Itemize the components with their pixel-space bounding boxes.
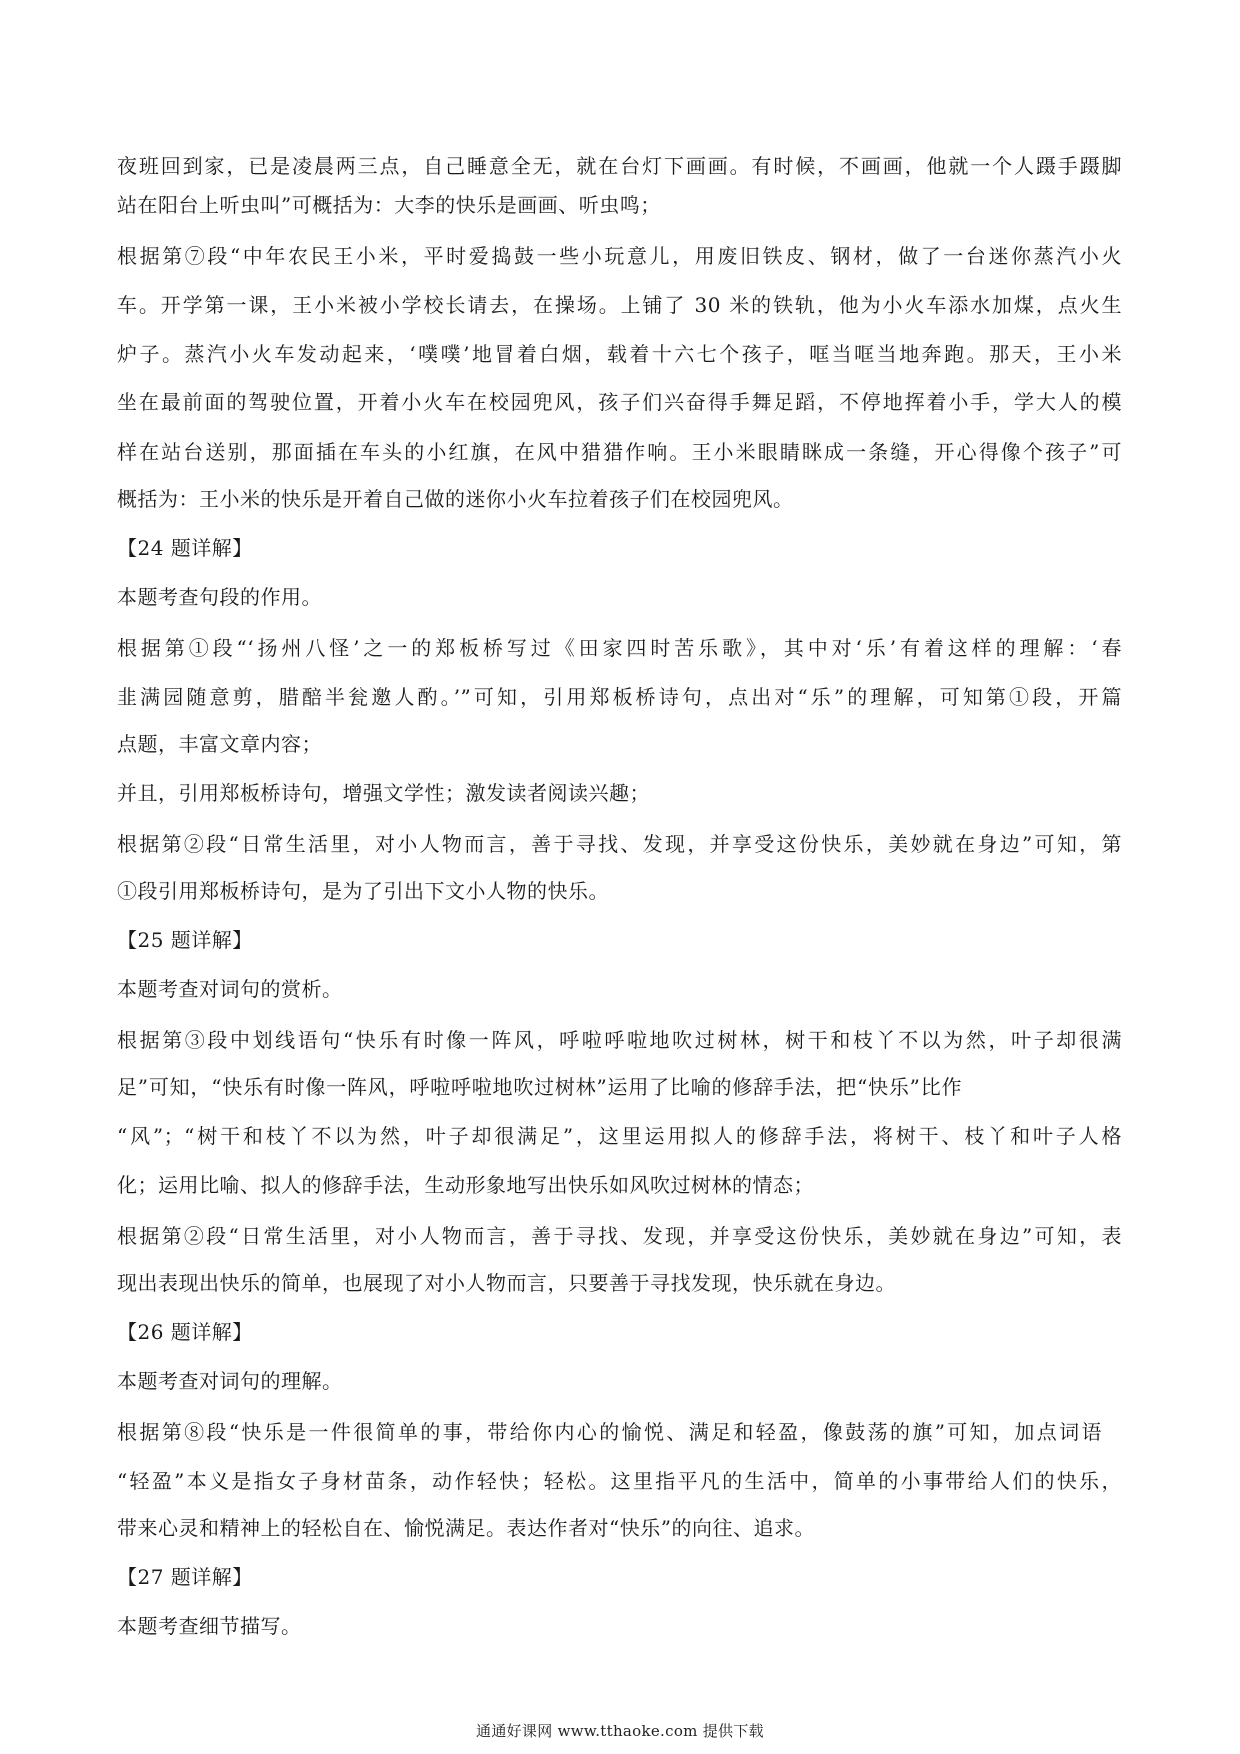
paragraph-line: 点题，丰富文章内容；	[117, 732, 322, 756]
paragraph-line: ①段引用郑板桥诗句，是为了引出下文小人物的快乐。	[117, 879, 609, 903]
paragraph-line: 足”可知，“快乐有时像一阵风，呼啦呼啦地吹过树林”运用了比喻的修辞手法，把“快乐”比作	[117, 1076, 962, 1098]
paragraph-line: 样在站台送别，那面插在车头的小红旗，在风中猎猎作响。王小米眼睛眯成一条缝，开心得像个孩子”可	[117, 441, 1122, 463]
paragraph-line: 本题考查对词句的理解。	[117, 1369, 343, 1393]
paragraph-line: 站在阳台上听虫叫”可概括为：大李的快乐是画画、听虫鸣；	[117, 193, 661, 217]
paragraph-line: 根据第②段“日常生活里，对小人物而言，善于寻找、发现，并享受这份快乐，美妙就在身边”可知，表	[117, 1225, 1122, 1247]
paragraph-line: 车。开学第一课，王小米被小学校长请去，在操场。上铺了 30 米的铁轨，他为小火车添水加煤，点火生	[117, 294, 1122, 316]
page-footer: 通通好课网 www.tthaoke.com 提供下载	[476, 1722, 764, 1740]
paragraph-line: 炉子。蒸汽小火车发动起来，‘噗噗’地冒着白烟，载着十六七个孩子，哐当哐当地奔跑。那天，王小米	[117, 343, 1122, 365]
paragraph-line: 夜班回到家，已是凌晨两三点，自己睡意全无，就在台灯下画画。有时候，不画画，他就一个人蹑手蹑脚	[117, 155, 1122, 177]
paragraph-line: 本题考查细节描写。	[117, 1614, 302, 1638]
paragraph-line: 带来心灵和精神上的轻松自在、愉悦满足。表达作者对“快乐”的向往、追求。	[117, 1516, 815, 1540]
paragraph-line: 坐在最前面的驾驶位置，开着小火车在校园兜风，孩子们兴奋得手舞足蹈，不停地挥着小手，学大人的模	[117, 391, 1122, 413]
paragraph-line: 并且，引用郑板桥诗句，增强文学性；激发读者阅读兴趣；	[117, 781, 650, 805]
paragraph-line: 本题考查对词句的赏析。	[117, 977, 343, 1001]
paragraph-line: 根据第⑦段“中年农民王小米，平时爱捣鼓一些小玩意儿，用废旧铁皮、钢材，做了一台迷你蒸汽小火	[117, 245, 1122, 267]
paragraph-line: 根据第⑧段“快乐是一件很简单的事，带给你内心的愉悦、满足和轻盈，像鼓荡的旗”可知，加点词语	[117, 1421, 1102, 1443]
paragraph-line: “轻盈”本义是指女子身材苗条，动作轻快；轻松。这里指平凡的生活中，简单的小事带给人们的快乐，	[117, 1470, 1122, 1492]
paragraph-line: 根据第③段中划线语句“快乐有时像一阵风，呼啦呼啦地吹过树林，树干和枝丫不以为然，叶子却很满	[117, 1029, 1122, 1051]
paragraph-line: 概括为：王小米的快乐是开着自己做的迷你小火车拉着孩子们在校园兜风。	[117, 487, 794, 511]
section-heading: 【27 题详解】	[117, 1565, 253, 1589]
paragraph-line: 本题考查句段的作用。	[117, 585, 322, 609]
paragraph-line: 根据第①段“‘扬州八怪’之一的郑板桥写过《田家四时苦乐歌》，其中对‘乐’有着这样的理解：‘春	[117, 637, 1122, 659]
paragraph-line: 根据第②段“日常生活里，对小人物而言，善于寻找、发现，并享受这份快乐，美妙就在身边”可知，第	[117, 833, 1122, 855]
section-heading: 【26 题详解】	[117, 1320, 253, 1344]
paragraph-line: “风”；“树干和枝丫不以为然，叶子却很满足”，这里运用拟人的修辞手法，将树干、枝丫和叶子人格	[117, 1125, 1122, 1147]
section-heading: 【25 题详解】	[117, 928, 253, 952]
paragraph-line: 韭满园随意剪，腊醅半瓮邀人酌。’”可知，引用郑板桥诗句，点出对“乐”的理解，可知第①段，开篇	[117, 686, 1122, 708]
paragraph-line: 化；运用比喻、拟人的修辞手法，生动形象地写出快乐如风吹过树林的情态；	[117, 1173, 814, 1197]
section-heading: 【24 题详解】	[117, 536, 253, 560]
paragraph-line: 现出表现出快乐的简单，也展现了对小人物而言，只要善于寻找发现，快乐就在身边。	[117, 1271, 896, 1295]
